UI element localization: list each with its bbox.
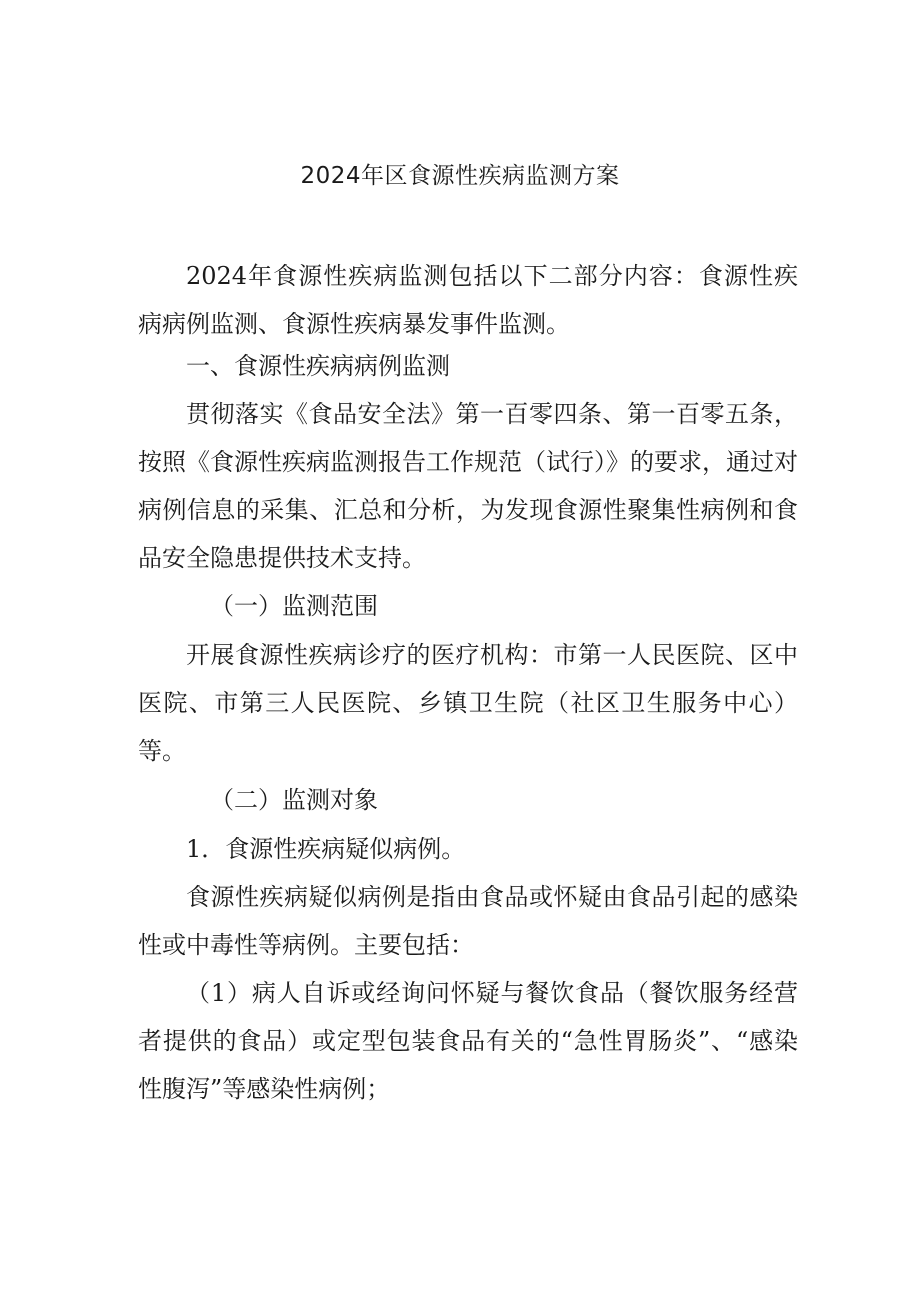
list-item-suspected-cases: 1．食源性疾病疑似病例。 <box>186 835 466 863</box>
subsection-heading-targets: （二）监测对象 <box>210 786 378 814</box>
intro-paragraph: 2024年食源性疾病监测包括以下二部分内容：食源性疾病病例监测、食源性疾病暴发事件监测。 <box>138 262 798 338</box>
section-heading-case-monitoring: 一、食源性疾病病例监测 <box>186 352 450 380</box>
subsection-heading-scope: （一）监测范围 <box>210 592 378 620</box>
suspected-cases-criterion-1: （1）病人自诉或经询问怀疑与餐饮食品（餐饮服务经营者提供的食品）或定型包装食品有关的“急性胃肠炎”、“感染性腹泻”等感染性病例； <box>138 979 798 1103</box>
document-title: 2024年区食源性疾病监测方案 <box>300 163 620 189</box>
subsection-body-scope: 开展食源性疾病诊疗的医疗机构：市第一人民医院、区中医院、市第三人民医院、乡镇卫生院（社区卫生服务中心）等。 <box>138 641 798 765</box>
suspected-cases-definition: 食源性疾病疑似病例是指由食品或怀疑由食品引起的感染性或中毒性等病例。主要包括： <box>138 883 798 959</box>
section-body-case-monitoring: 贯彻落实《食品安全法》第一百零四条、第一百零五条，按照《食源性疾病监测报告工作规范（试行）》的要求，通过对病例信息的采集、汇总和分析，为发现食源性聚集性病例和食品安全隐患提供技术支持。 <box>138 400 798 572</box>
